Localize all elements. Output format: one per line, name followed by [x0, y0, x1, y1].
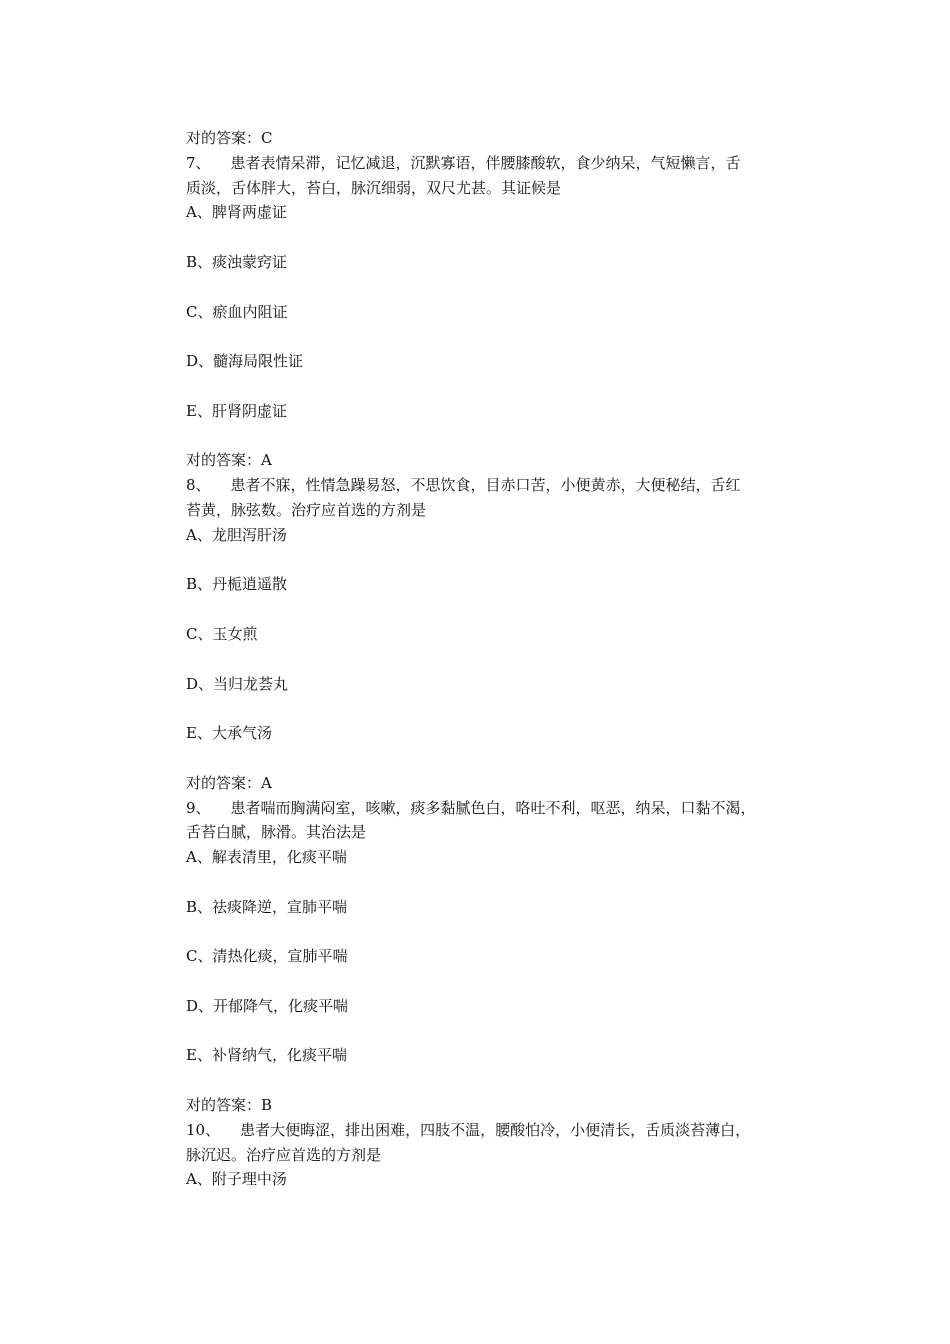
- option-a: A、解表清里，化痰平喘: [186, 848, 347, 867]
- option-b: B、痰浊蒙窍证: [186, 252, 288, 271]
- option-b: B、祛痰降逆，宣肺平喘: [186, 897, 348, 916]
- option-a: A、脾肾两虚证: [186, 203, 287, 222]
- option-c: C、瘀血内阻证: [186, 302, 288, 321]
- option-c: C、玉女煎: [186, 624, 258, 643]
- document-page: [186, 126, 826, 1192]
- question-10-line-2: 脉沉迟。治疗应首选的方剂是: [186, 1145, 382, 1164]
- option-a: A、龙胆泻肝汤: [186, 525, 287, 544]
- question-8-line-1: [186, 473, 826, 498]
- question-7-line-1: [186, 151, 826, 176]
- option-d: D、当归龙荟丸: [186, 674, 289, 693]
- question-7-line-2: 质淡，舌体胖大，苔白，脉沉细弱，双尺尤甚。其证候是: [186, 178, 562, 197]
- option-e: E、肝肾阴虚证: [186, 401, 287, 420]
- answer-line: 对的答案：A: [186, 773, 272, 792]
- question-number: 7、: [186, 153, 211, 172]
- option-c: C、清热化痰，宣肺平喘: [186, 947, 348, 966]
- option-d: D、开郁降气，化痰平喘: [186, 996, 349, 1015]
- question-text: 患者不寐，性情急躁易怒，不思饮食，目赤口苦，小便黄赤，大便秘结，舌红: [230, 476, 741, 495]
- question-text: 患者大便晦涩，排出困难，四肢不温，腰酸怕冷，小便清长，舌质淡苔薄白，: [240, 1120, 751, 1139]
- question-text: 患者喘而胸满闷室，咳嗽，痰多黏腻色白，咯吐不利，呕恶，纳呆，口黏不渴，: [230, 798, 756, 817]
- question-9-line-2: 舌苔白腻，脉滑。其治法是: [186, 823, 367, 842]
- option-b: B、丹栀逍遥散: [186, 575, 288, 594]
- question-number: 10、: [186, 1120, 221, 1139]
- option-a: A、附子理中汤: [186, 1170, 287, 1189]
- option-e: E、大承气汤: [186, 724, 272, 743]
- question-text: 患者表情呆滞，记忆减退，沉默寡语，伴腰膝酸软，食少纳呆，气短懒言，舌: [230, 153, 741, 172]
- question-8-line-2: 苔黄，脉弦数。治疗应首选的方剂是: [186, 500, 427, 519]
- option-d: D、髓海局限性证: [186, 352, 304, 371]
- question-number: 8、: [186, 476, 211, 495]
- question-9-line-1: [186, 796, 826, 821]
- answer-line: 对的答案：B: [186, 1096, 273, 1115]
- question-10-line-1: [186, 1118, 826, 1143]
- answer-line: 对的答案：A: [186, 451, 272, 470]
- answer-line: 对的答案：C: [186, 129, 273, 147]
- option-e: E、补肾纳气，化痰平喘: [186, 1046, 347, 1065]
- question-number: 9、: [186, 798, 211, 817]
